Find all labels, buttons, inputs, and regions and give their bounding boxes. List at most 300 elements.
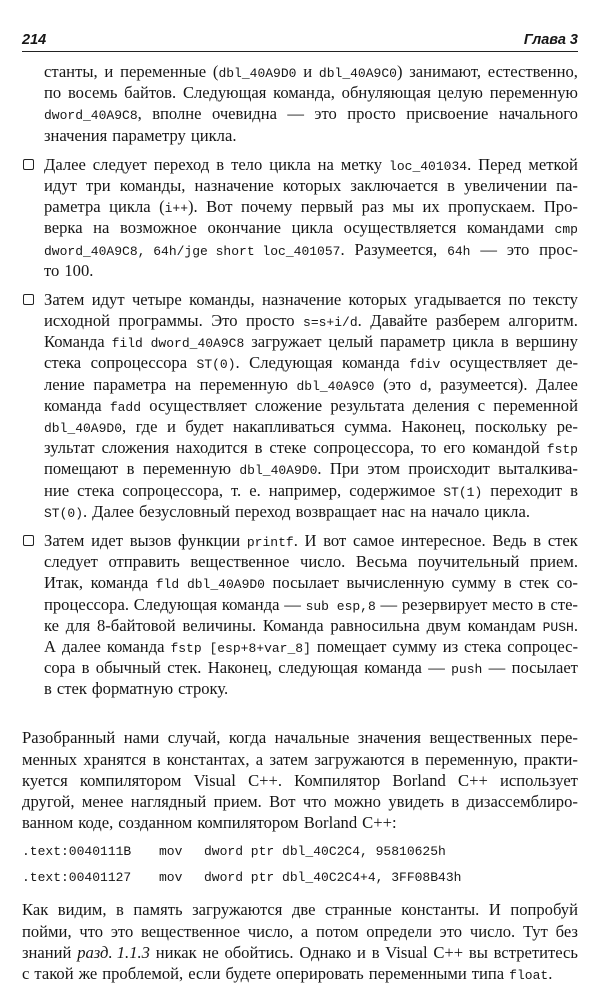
word (111, 921, 133, 942)
word (191, 125, 237, 146)
word (450, 352, 547, 373)
text: загружаются (314, 749, 405, 769)
word (472, 437, 539, 458)
word (57, 678, 87, 699)
inline-code: i++ (164, 201, 188, 217)
text: оперировать (276, 963, 364, 983)
word (249, 480, 261, 501)
text: загружаются (192, 900, 283, 920)
word (344, 217, 457, 238)
text: байтов. (124, 83, 177, 103)
text: Ведь (492, 530, 527, 550)
text: C++ (433, 942, 464, 962)
inline-code: 64h (447, 243, 471, 259)
word (278, 657, 358, 678)
inline-code: fadd (109, 399, 142, 415)
text: стек. (167, 658, 202, 678)
word (392, 770, 445, 791)
text: следует (44, 552, 98, 572)
word (255, 437, 263, 458)
word (299, 942, 351, 963)
text: далее (61, 636, 101, 656)
text: Это (211, 311, 238, 331)
text: стек (547, 530, 578, 550)
text: когда (228, 728, 267, 748)
word (127, 458, 135, 479)
text: мы (392, 197, 414, 217)
word (443, 437, 465, 458)
text: встретитесь (493, 942, 578, 962)
text: в (216, 154, 225, 174)
word (91, 572, 149, 593)
word (478, 154, 521, 175)
word (22, 812, 73, 833)
word (392, 196, 414, 217)
text: же (78, 963, 98, 983)
word (263, 615, 324, 636)
text: Далее (44, 154, 86, 174)
text: в (44, 679, 52, 699)
word (212, 103, 277, 124)
text: осуществляет (449, 353, 548, 373)
text: константы. (401, 900, 480, 920)
word (284, 594, 301, 615)
text-line (44, 458, 578, 479)
text: такой (34, 963, 74, 983)
word (418, 551, 519, 572)
text: параметру (112, 125, 186, 145)
text: будет (185, 417, 224, 436)
word (190, 551, 289, 572)
text: если (188, 963, 221, 983)
word (229, 727, 266, 748)
word (557, 572, 578, 593)
word (231, 154, 262, 175)
code-line (22, 839, 578, 865)
word (44, 352, 81, 373)
word (44, 416, 126, 437)
word (231, 480, 241, 501)
word (494, 942, 578, 963)
text: увеличении (464, 175, 547, 195)
word (303, 310, 362, 331)
text: возвращает (295, 501, 377, 521)
text: загружает (251, 332, 322, 352)
inline-code: push (451, 662, 483, 678)
word (458, 770, 488, 791)
word (139, 501, 230, 522)
word (77, 480, 114, 501)
text: переменную (199, 374, 288, 394)
text: Команда (262, 615, 324, 635)
text: первый (300, 197, 354, 217)
word (44, 154, 86, 175)
word (22, 791, 75, 812)
text: где (135, 417, 158, 436)
word (86, 175, 111, 196)
text: хранятся (83, 749, 147, 769)
text: попробуй (510, 900, 578, 920)
text: находится (176, 438, 248, 458)
text: по (44, 83, 62, 103)
word (44, 636, 56, 657)
text: ) (396, 62, 403, 81)
text: переход (235, 501, 291, 521)
text: C++ (458, 770, 488, 790)
inline-code: cmp (554, 222, 578, 238)
word (540, 727, 577, 748)
word (329, 331, 374, 352)
word (493, 395, 578, 416)
word (488, 61, 578, 82)
text: а (255, 749, 264, 769)
text-line (44, 352, 578, 373)
word (557, 352, 578, 373)
text: стеке (269, 438, 307, 458)
text: число. (469, 921, 516, 941)
text-line (44, 289, 578, 310)
text: переменную (489, 83, 578, 103)
word (275, 727, 350, 748)
text-line (44, 551, 578, 572)
text: команда (341, 353, 400, 373)
word (536, 374, 578, 395)
word (370, 310, 427, 331)
text: команда (364, 658, 422, 678)
list-item (22, 289, 578, 522)
text: т. (231, 480, 242, 500)
word (247, 530, 298, 551)
inline-code: fild dword_40A9C8 (111, 336, 245, 352)
word (443, 480, 482, 501)
word (523, 921, 548, 942)
word (120, 61, 206, 82)
word (44, 289, 84, 310)
word (556, 921, 578, 942)
word (22, 749, 77, 770)
word (22, 727, 115, 748)
text: ре- (556, 417, 578, 436)
word (183, 82, 266, 103)
word (344, 416, 392, 437)
text: вы (468, 942, 488, 962)
page-body (22, 61, 578, 984)
text: дизассемблиро- (466, 792, 578, 811)
text: занимают, (409, 62, 482, 81)
word (102, 437, 170, 458)
text: команда (106, 636, 165, 656)
text: потом (316, 921, 359, 941)
word (91, 352, 187, 373)
text: значения (44, 125, 108, 145)
text: Наконец, (207, 658, 272, 678)
text: исходной (44, 311, 111, 331)
word (349, 480, 435, 501)
text: команды, (189, 289, 255, 309)
word (159, 196, 198, 217)
word (372, 942, 380, 963)
word (342, 82, 431, 103)
text: что (79, 921, 104, 941)
text: просто (245, 311, 295, 331)
text: начальные (274, 728, 350, 748)
word (44, 657, 75, 678)
text: переменные (120, 62, 207, 81)
text: переменными (368, 963, 467, 983)
word (239, 458, 321, 479)
word (401, 416, 465, 437)
word (516, 331, 578, 352)
text: 8-байтовой (96, 615, 176, 635)
word (507, 636, 578, 657)
text: в (254, 438, 263, 458)
text-line (22, 942, 578, 963)
text: вычисленную (346, 573, 445, 593)
word (409, 61, 481, 82)
text: переменной (493, 395, 578, 415)
text: и (167, 417, 176, 436)
inline-code: fld dbl_40A9D0 (155, 577, 265, 593)
text: ). (188, 197, 198, 217)
text: — (480, 239, 497, 259)
text: параметр (380, 332, 446, 352)
word (318, 154, 334, 175)
word (167, 657, 201, 678)
word (369, 963, 467, 984)
text: прием. (529, 552, 578, 572)
word (303, 61, 312, 82)
word (44, 615, 59, 636)
text: целый (328, 332, 374, 352)
text: . (340, 239, 345, 259)
word (509, 963, 552, 984)
word (325, 899, 392, 920)
word (214, 791, 262, 812)
text: очевидна (211, 104, 277, 124)
text: 100. (64, 260, 94, 280)
word (334, 791, 381, 812)
code-operands: dword ptr dbl_40C2C4+4, 3FF08B43h (204, 870, 462, 886)
code-mnemonic: mov (159, 870, 183, 886)
word (287, 103, 304, 124)
text: осуществляется (343, 218, 457, 238)
text-line (44, 310, 578, 331)
text: цикла (269, 154, 311, 174)
text: и (303, 62, 313, 81)
text: случай, (167, 728, 221, 748)
text-line (44, 217, 578, 238)
text-line (44, 678, 578, 699)
inline-code: dbl_40A9D0 (44, 421, 123, 436)
word (358, 727, 421, 748)
text: накапливаться (233, 417, 335, 436)
text: сопроцессора, (313, 438, 415, 458)
word (108, 551, 179, 572)
word (124, 727, 160, 748)
inline-code: fstp [esp+8+var_8] (170, 640, 311, 656)
word (154, 154, 210, 175)
word (82, 791, 123, 812)
word (131, 791, 206, 812)
text: цикла. (484, 501, 530, 521)
list-item (22, 154, 578, 281)
word (341, 154, 382, 175)
word (490, 480, 562, 501)
word (249, 352, 332, 373)
text: сопроцес- (507, 636, 578, 656)
text: по (508, 289, 526, 309)
text: то (44, 260, 60, 280)
word (292, 217, 333, 238)
word (168, 727, 221, 748)
word (300, 551, 345, 572)
text: Следующая (182, 83, 267, 103)
text: безусловный (139, 501, 230, 521)
word (436, 310, 500, 331)
word (470, 921, 515, 942)
text: . (357, 311, 362, 331)
text: на (410, 501, 427, 521)
inline-code: dbl_40A9D0 (239, 463, 318, 479)
text: е. (249, 480, 261, 500)
text: зультат (44, 438, 95, 458)
word (292, 899, 316, 920)
word (269, 749, 308, 770)
text: нас (381, 501, 406, 521)
word (381, 501, 405, 522)
text: помещают (44, 459, 119, 479)
text: типа (471, 963, 505, 983)
text-line (22, 921, 578, 942)
text: четыре (131, 289, 182, 309)
text: , (427, 374, 432, 394)
text: цикла (109, 197, 151, 217)
text: — (380, 594, 398, 614)
word (528, 154, 578, 175)
word (451, 791, 459, 812)
text: сора (44, 658, 76, 678)
word (269, 791, 295, 812)
inline-code: s=s+i/d (303, 315, 358, 331)
word (197, 812, 298, 833)
paragraph (22, 61, 578, 146)
text: Далее (536, 374, 578, 394)
word (317, 636, 387, 657)
inline-code: dbl_40A9C0 (318, 66, 397, 81)
word (93, 374, 166, 395)
text: Далее (92, 501, 135, 521)
word (464, 636, 501, 657)
text: их (422, 197, 440, 217)
word (44, 196, 101, 217)
text: коде, (78, 813, 114, 833)
word (350, 175, 438, 196)
word (44, 530, 84, 551)
word (452, 572, 497, 593)
word (480, 239, 497, 260)
text-line (44, 395, 578, 416)
word (362, 196, 384, 217)
word (547, 437, 578, 458)
text-line (44, 615, 578, 636)
text: цикла (452, 332, 494, 352)
text: обычный (95, 658, 161, 678)
text: сложение (254, 395, 323, 415)
text: разумеется). (440, 374, 528, 394)
text: самое (352, 530, 395, 550)
text: вызов (129, 530, 172, 550)
inline-code: ST(0) (196, 357, 236, 373)
text: менее (81, 792, 124, 811)
text: сложения (101, 438, 170, 458)
text: команда (44, 395, 102, 415)
text: вещественных (429, 728, 533, 748)
word (256, 749, 263, 770)
word (303, 791, 327, 812)
text: в (537, 594, 546, 614)
word (197, 352, 240, 373)
word (472, 963, 504, 984)
text: Visual (385, 942, 428, 962)
text: компилятором (197, 813, 299, 833)
text: в (152, 749, 161, 769)
text: начало (431, 501, 480, 521)
text: в (411, 749, 419, 769)
text-line (44, 154, 578, 175)
word (248, 770, 282, 791)
word (550, 594, 578, 615)
text-line (22, 770, 578, 791)
word (68, 82, 117, 103)
text: присвоение (406, 104, 489, 124)
word (58, 899, 107, 920)
text-line (22, 899, 578, 920)
word (498, 458, 578, 479)
text: сте- (550, 594, 578, 614)
text: в (126, 459, 135, 479)
word (143, 458, 231, 479)
text-line (44, 331, 578, 352)
text: программы. (118, 311, 203, 331)
text: раз (361, 197, 384, 217)
word (381, 594, 398, 615)
word (530, 551, 578, 572)
word (410, 501, 426, 522)
text: заключается (350, 175, 438, 195)
text: обойтись. (224, 942, 294, 962)
word (211, 310, 237, 331)
word (44, 678, 52, 699)
text: можно (333, 792, 381, 811)
word (543, 615, 578, 636)
word (22, 942, 71, 963)
text: Тут (522, 921, 548, 941)
text: окончание (207, 218, 282, 238)
text: функции (177, 530, 241, 550)
text: его (443, 438, 466, 458)
word (44, 458, 118, 479)
text: странные (325, 900, 392, 920)
text: Вот (206, 197, 233, 217)
word (556, 175, 578, 196)
word (156, 942, 197, 963)
word (93, 154, 147, 175)
text: пере- (540, 728, 578, 748)
text: целую (437, 83, 483, 103)
word (124, 82, 176, 103)
text: И (304, 530, 317, 550)
word (44, 260, 59, 281)
